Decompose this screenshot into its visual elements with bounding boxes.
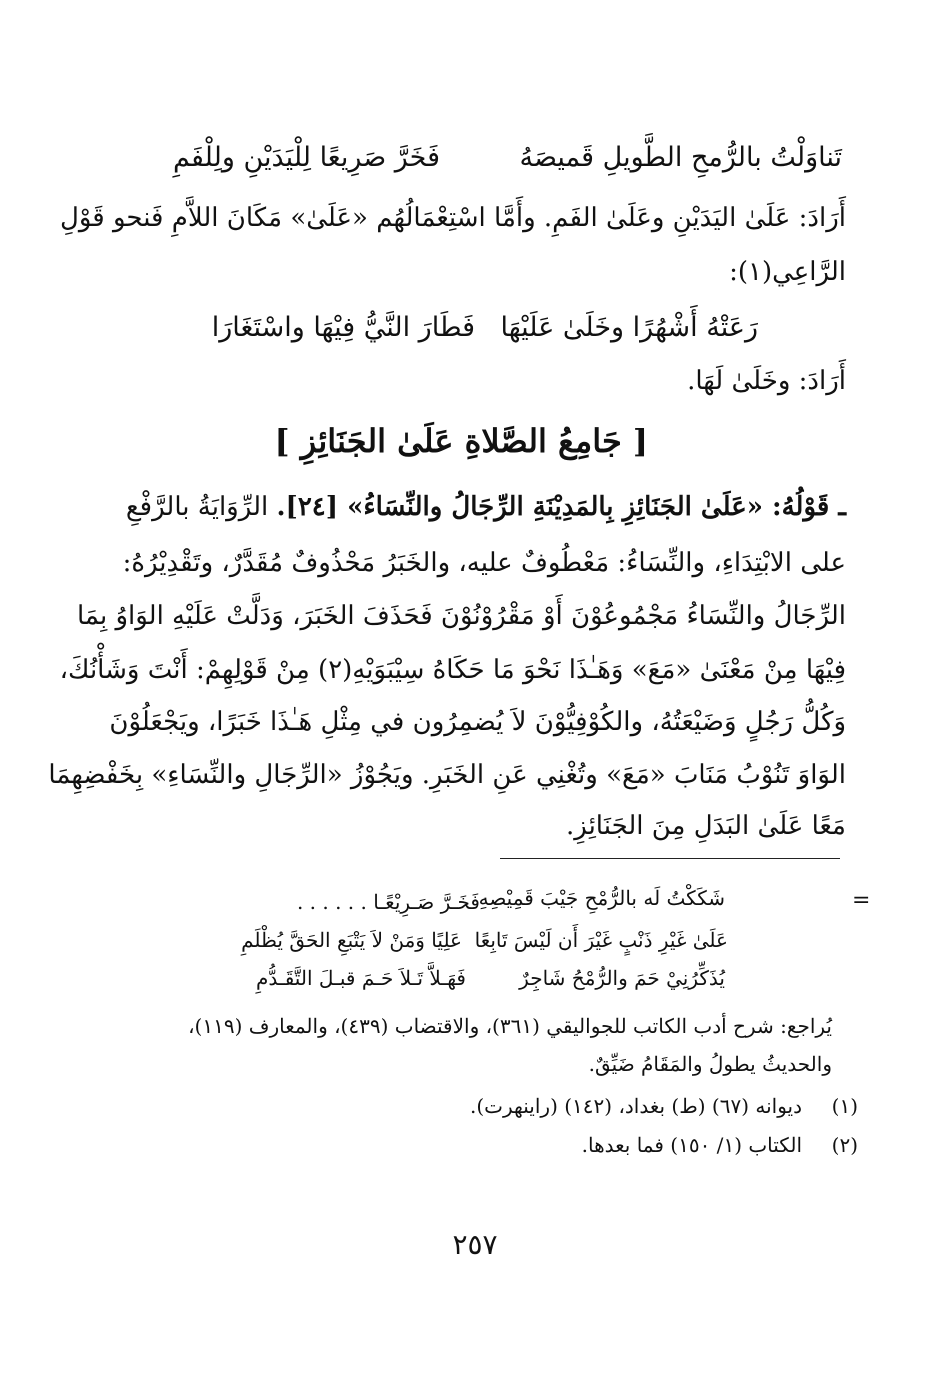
main-paragraph-line1 <box>126 492 846 522</box>
fn-verse3-left: فَهَـلاَّ تَـلاَ حَـمَ قبـلَ التَّقَـدُّمِ <box>255 966 466 990</box>
paragraph1-line1: أَرَادَ: عَلَىٰ اليَدَيْنِ وعَلَىٰ الفَمِ. وأَمَّا اسْتِعْمَالُهُم «عَلَىٰ» مَكَانَ اللاَّمِ فَنحو قَوْلِ <box>59 203 846 233</box>
footnote-separator <box>500 858 840 859</box>
lemma-quote: ـ قَوْلُهُ: «عَلَىٰ الجَنَائِزِ بِالمَدِيْنَةِ الرِّجَالُ والنِّسَاءُ» [٢٤]. <box>276 492 846 522</box>
main-paragraph-line7: مَعًا عَلَىٰ البَدَلِ مِنَ الجَنَائِزِ. <box>565 811 846 841</box>
verse1-right-hemistich: تَناوَلْتُ بالرُّمحِ الطَّويلِ قَميصَهُ <box>519 142 842 173</box>
fn-reference-line1: يُراجع: شرح أدب الكاتب للجواليقي (٣٦١)، والاقتضاب (٤٣٩)، والمعارف (١١٩)، <box>188 1014 832 1038</box>
fn-verse2-right: عَلَىٰ غَيْرِ ذَنْبٍ غَيْرَ أَن لَيْسَ تَابِعًا <box>474 928 728 952</box>
section-heading: [ جَامِعُ الصَّلاةِ عَلَىٰ الجَنَائِزِ ] <box>274 422 648 460</box>
fn-verse1-left: فَخَـرَّ صَـرِيْعًـا . . . . . . <box>296 890 480 914</box>
footnote-1-number: (١) <box>831 1094 858 1118</box>
main-line1-rest: الرِّوَايَةُ بالرَّفْعِ <box>125 492 277 522</box>
paragraph1-line2: الرَّاعِي(١): <box>729 257 846 287</box>
fn-verse2-left: عَلِيًا وَمَنْ لاَ يَتْبَعِ الحَقَّ يُظْلَمِ <box>241 928 462 952</box>
main-paragraph-line3: الرِّجَالُ والنِّسَاءُ مَجْمُوعُوْنَ أَوْ مَقْرُوْنُوْنَ فَحَذَفَ الخَبَرَ، وَدَلَّتْ عَلَيْهِ الوَاوُ بِمَا <box>76 601 846 631</box>
footnote-2-text: الكتاب (١/ ١٥٠) فما بعدها. <box>581 1133 802 1157</box>
fn-verse1-right: شَكَكْتُ لَه بالرُّمْحِ جَيْبَ قَمِيْصِهِ <box>478 886 725 910</box>
fn-verse3-right: يُذَكِّرُنِيْ حَمَ والرُّمْحُ شَاجِرٌ <box>519 966 725 990</box>
verse2-right-hemistich: رَعَتْهُ أَشْهُرًا وخَلَىٰ عَلَيْهَا <box>500 312 758 343</box>
fn-reference-line2: والحديثُ يطولُ والمَقَامُ ضَيِّقٌ. <box>588 1052 832 1076</box>
page-number: ٢٥٧ <box>452 1228 498 1261</box>
paragraph2: أَرَادَ: وخَلَىٰ لَهَا. <box>687 366 846 396</box>
main-paragraph-line4: فِيْهَا مِنْ مَعْنَىٰ «مَعَ» وَهَـٰذَا نَحْوَ مَا حَكَاهُ سِيْبَوَيْهِ(٢) مِنْ قَوْلِهِمْ: أَنْتَ وَشَأْنُكَ، <box>59 655 846 685</box>
verse1-left-hemistich: فَخَرَّ صَرِيعًا لِلْيَدَيْنِ ولِلْفَمِ <box>173 142 440 173</box>
main-paragraph-line6: الوَاوَ تَنُوْبُ مَنَابَ «مَعَ» وتُغْنِي عَنِ الخَبَرِ. ويَجُوْزُ «الرِّجَالِ والنِّسَاءِ» بِخَفْضِهِمَا <box>48 760 846 790</box>
footnote-1-text: ديوانه (٦٧) (ط) بغداد، (١٤٢) (راينهرت). <box>470 1094 802 1118</box>
main-paragraph-line2: على الابْتِدَاءِ، والنِّسَاءُ: مَعْطُوفٌ عليه، والخَبَرُ مَحْذُوفٌ مُقَدَّرٌ، وتَقْدِيْرُهُ: <box>122 548 846 578</box>
footnote-2-number: (٢) <box>831 1133 858 1157</box>
continuation-marker: = <box>852 888 871 913</box>
main-paragraph-line5: وَكُلُّ رَجُلٍ وَضَيْعَتُهُ، والكُوْفِيُّوْنَ لاَ يُضمِرُون في مِثْلِ هَـٰذَا خَبَرًا، ويَجْعَلُوْنَ <box>109 707 846 737</box>
verse2-left-hemistich: فَطَارَ النَّيُّ فِيْهَا واسْتَغَارَا <box>211 312 475 343</box>
